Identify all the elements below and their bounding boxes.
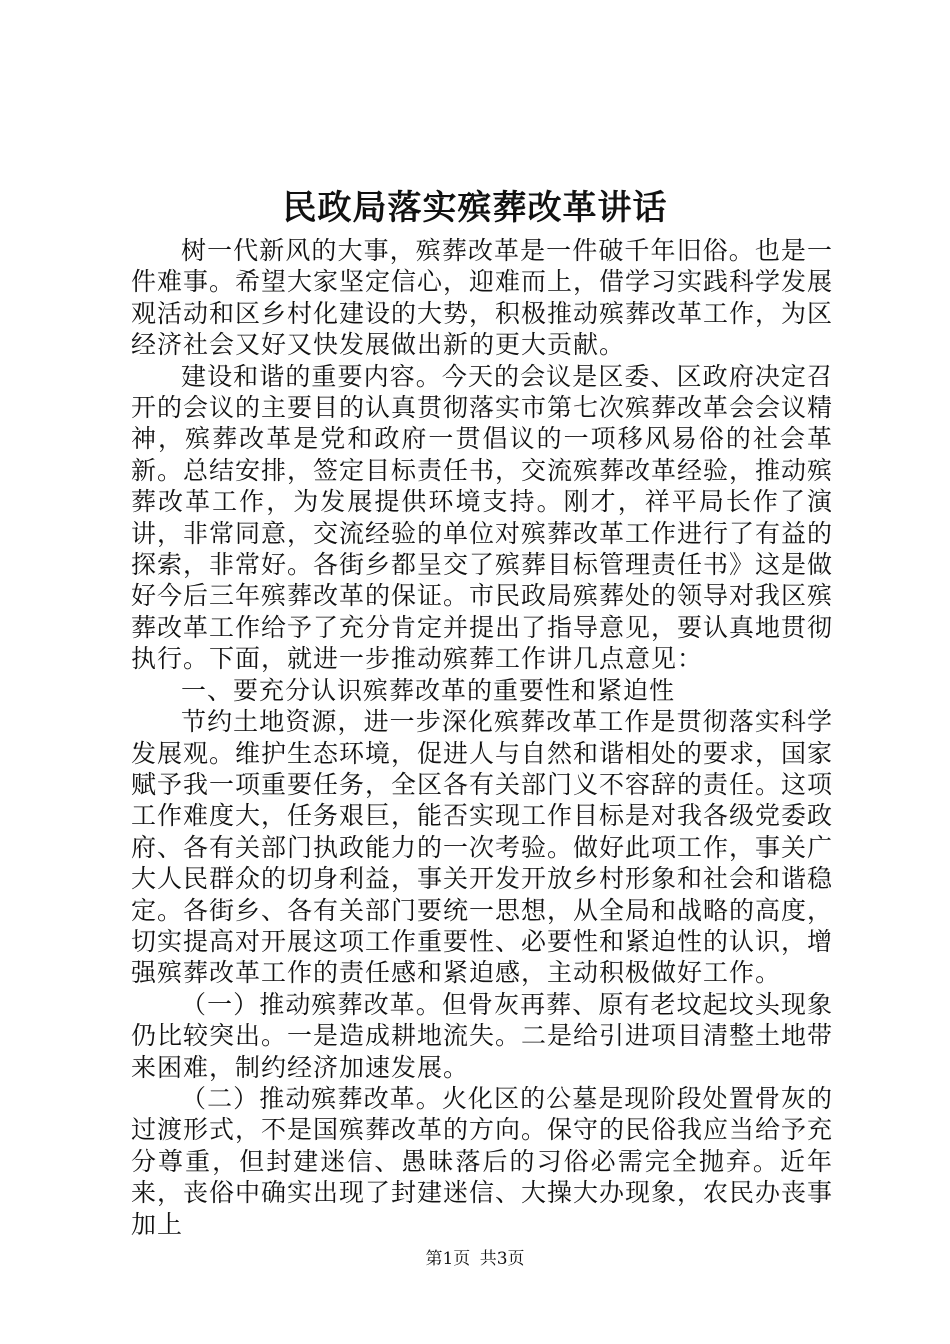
document-body — [131, 235, 833, 1240]
paragraph: 树一代新风的大事，殡葬改革是一件破千年旧俗。也是一件难事。希望大家坚定信心，迎难而上，借学习实践科学发展观活动和区乡村化建设的大势，积极推动殡葬改革工作，为区经济社会又好又快发展做出新的更大贡献。 — [131, 236, 834, 360]
page-total: 共3页 — [479, 1249, 525, 1269]
page-number: 第1页 — [425, 1249, 471, 1269]
page-title: 民政局落实殡葬改革讲话 — [282, 188, 668, 228]
page-footer — [0, 1247, 950, 1271]
section-heading: 一、要充分认识殡葬改革的重要性和紧迫性 — [181, 675, 676, 705]
paragraph: （一）推动殡葬改革。但骨灰再葬、原有老坟起坟头现象仍比较突出。一是造成耕地流失。二是给引进项目清整土地带来困难，制约经济加速发展。 — [131, 989, 834, 1082]
paragraph: 节约土地资源，进一步深化殡葬改革工作是贯彻落实科学发展观。维护生态环境，促进人与自然和谐相处的要求，国家赋予我一项重要任务，全区各有关部门义不容辞的责任。这项工作难度大，任务艰巨，能否实现工作目标是对我各级党委政府、各有关部门执政能力的一次考验。做好此项工作，事关广大人民群众的切身利益，事关开发开放乡村形象和社会和谐稳定。各街乡、各有关部门要统一思想，从全局和战略的高度，切实提高对开展这项工作重要性、必要性和紧迫性的认识，增强殡葬改革工作的责任感和紧迫感，主动积极做好工作。 — [131, 707, 834, 988]
paragraph: 建设和谐的重要内容。今天的会议是区委、区政府决定召开的会议的主要目的认真贯彻落实市第七次殡葬改革会会议精神，殡葬改革是党和政府一贯倡议的一项移风易俗的社会革新。总结安排，签定目标责任书，交流殡葬改革经验，推动殡葬改革工作，为发展提供环境支持。刚才，祥平局长作了演讲，非常同意，交流经验的单位对殡葬改革工作进行了有益的探索，非常好。各街乡都呈交了殡葬目标管理责任书》这是做好今后三年殡葬改革的保证。市民政局殡葬处的领导对我区殡葬改革工作给予了充分肯定并提出了指导意见，要认真地贯彻执行。下面，就进一步推动殡葬工作讲几点意见： — [131, 361, 834, 674]
paragraph: （二）推动殡葬改革。火化区的公墓是现阶段处置骨灰的过渡形式，不是国殡葬改革的方向。保守的民俗我应当给予充分尊重，但封建迷信、愚昧落后的习俗必需完全抛弃。近年来，丧俗中确实出现了封建迷信、大操大办现象，农民办丧事加上 — [131, 1083, 834, 1239]
